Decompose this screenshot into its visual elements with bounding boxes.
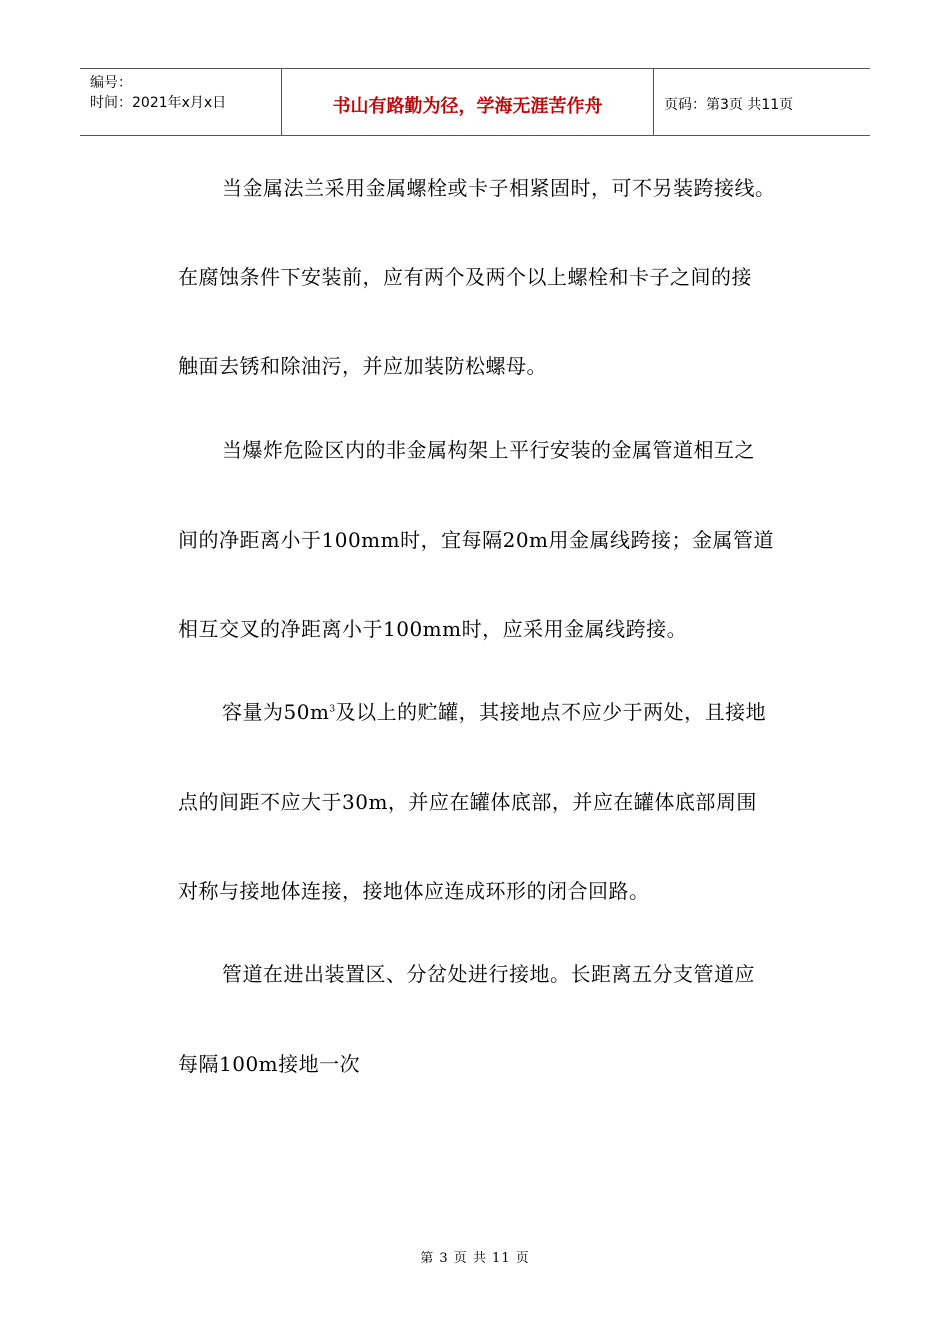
page-header <box>80 68 870 136</box>
paragraph-2-line-2: 间的净距离小于100mm时，宜每隔20m用金属线跨接；金属管道 <box>178 528 775 552</box>
paragraph-2-line-3: 相互交叉的净距离小于100mm时，应采用金属线跨接。 <box>178 617 688 641</box>
paragraph-1-line-2: 在腐蚀条件下安装前，应有两个及两个以上螺栓和卡子之间的接 <box>178 265 752 289</box>
paragraph-3-line-1 <box>222 696 766 725</box>
paragraph-3-line-3: 对称与接地体连接，接地体应连成环形的闭合回路。 <box>178 879 650 903</box>
document-time-label: 时间：2021年x月x日 <box>90 95 227 111</box>
cubic-superscript: 3 <box>329 704 336 715</box>
paragraph-3-line-1-pre: 容量为50m <box>222 700 330 724</box>
header-motto: 书山有路勤为径，学海无涯苦作舟 <box>282 69 654 135</box>
document-number-label: 编号： <box>90 75 132 91</box>
paragraph-4-line-2: 每隔100m接地一次 <box>178 1052 361 1076</box>
paragraph-2-line-1: 当爆炸危险区内的非金属构架上平行安装的金属管道相互之 <box>222 438 755 462</box>
paragraph-3-line-1-post: 及以上的贮罐，其接地点不应少于两处，且接地 <box>335 700 767 724</box>
paragraph-4-line-1: 管道在进出装置区、分岔处进行接地。长距离五分支管道应 <box>222 962 755 986</box>
header-page-info: 页码：第3页 共11页 <box>664 97 794 113</box>
header-meta <box>80 69 282 135</box>
page-footer: 第 3 页 共 11 页 <box>420 1251 530 1266</box>
paragraph-1-line-1: 当金属法兰采用金属螺栓或卡子相紧固时，可不另装跨接线。 <box>222 176 776 200</box>
paragraph-1-line-3: 触面去锈和除油污，并应加装防松螺母。 <box>178 354 547 378</box>
paragraph-3-line-2: 点的间距不应大于30m，并应在罐体底部，并应在罐体底部周围 <box>178 790 757 814</box>
